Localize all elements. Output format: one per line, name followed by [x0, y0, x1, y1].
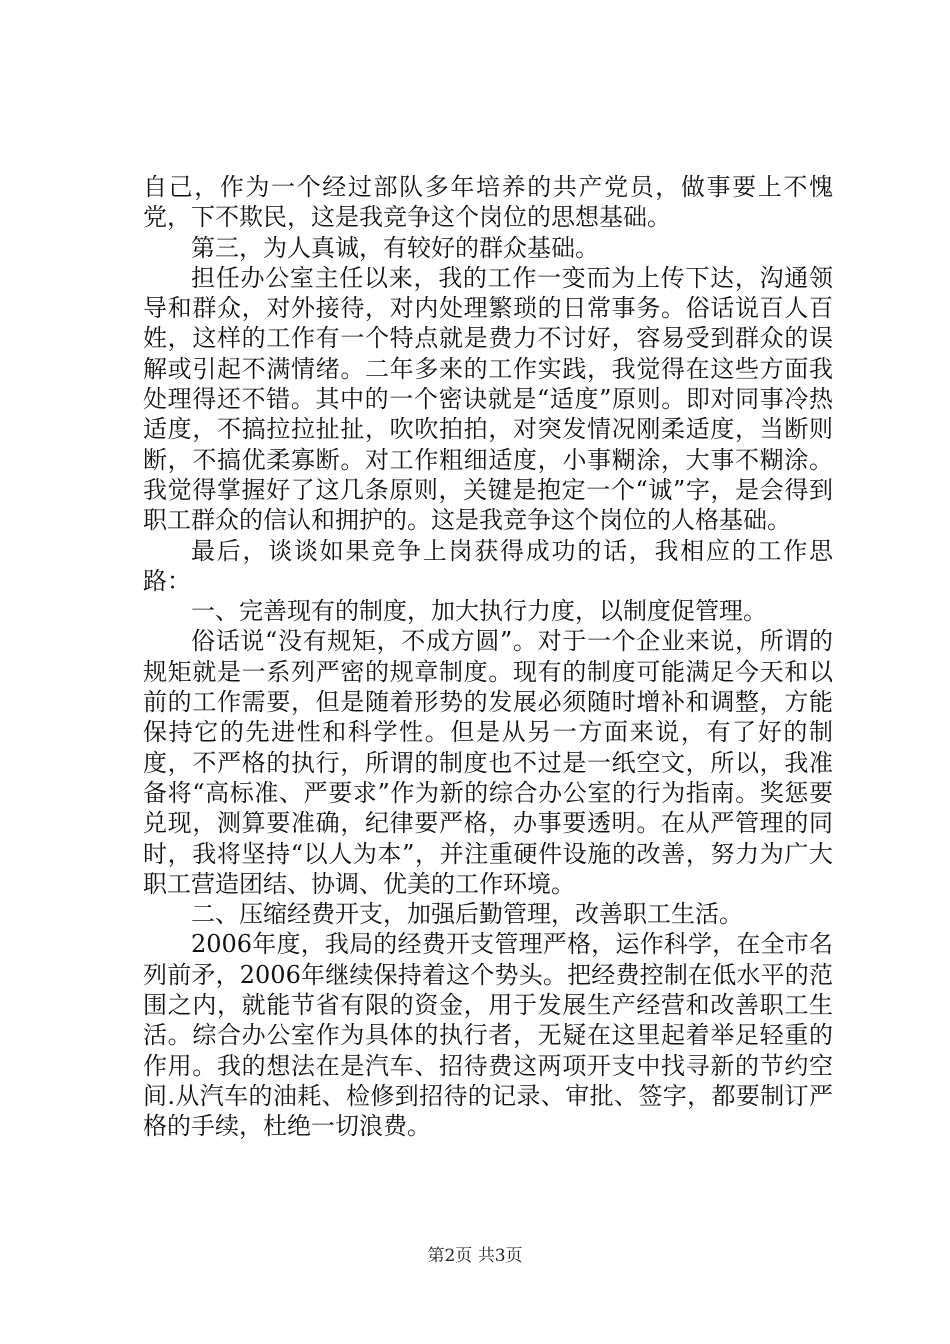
paragraph-6: 俗话说“没有规矩，不成方圆”。对于一个企业来说，所谓的规矩就是一系列严密的规章制度。现有的制度可能满足今天和以前的工作需要，但是随着形势的发展必须随时增补和调整，方能保持它的先进性和科学性。但是从另一方面来说，有了好的制度，不严格的执行，所谓的制度也不过是一纸空文，所以，我准备将“高标准、严要求”作为新的综合办公室的行为指南。奖惩要兑现，测算要准确，纪律要严格，办事要透明。在从严管理的同时，我将坚持“以人为本”，并注重硬件设施的改善，努力为广大职工营造团结、协调、优美的工作环境。 — [143, 627, 833, 898]
document-body — [143, 172, 833, 1142]
page-footer: 第2页 共3页 — [427, 1246, 523, 1266]
paragraph-2: 第三，为人真诚，有较好的群众基础。 — [191, 233, 599, 262]
paragraph-4: 最后，谈谈如果竞争上岗获得成功的话，我相应的工作思路： — [143, 536, 833, 595]
paragraph-1: 自己，作为一个经过部队多年培养的共产党员，做事要上不愧党，下不欺民，这是我竞争这个岗位的思想基础。 — [143, 173, 833, 232]
paragraph-3: 担任办公室主任以来，我的工作一变而为上传下达，沟通领导和群众，对外接待，对内处理繁琐的日常事务。俗话说百人百姓，这样的工作有一个特点就是费力不讨好，容易受到群众的误解或引起不满情绪。二年多来的工作实践，我觉得在这些方面我处理得还不错。其中的一个密诀就是“适度”原则。即对同事冷热适度，不搞拉拉扯扯，吹吹拍拍，对突发情况刚柔适度，当断则断，不搞优柔寡断。对工作粗细适度，小事糊涂，大事不糊涂。我觉得掌握好了这几条原则，关键是抱定一个“诚”字，是会得到职工群众的信认和拥护的。这是我竞争这个岗位的人格基础。 — [143, 263, 833, 535]
paragraph-7: 二、压缩经费开支，加强后勤管理，改善职工生活。 — [191, 900, 743, 929]
paragraph-8: 2006年度，我局的经费开支管理严格，运作科学，在全市名列前矛，2006年继续保持着这个势头。把经费控制在低水平的范围之内，就能节省有限的资金，用于发展生产经营和改善职工生活。综合办公室作为具体的执行者，无疑在这里起着举足轻重的作用。我的想法在是汽车、招待费这两项开支中找寻新的节约空间.从汽车的油耗、检修到招待的记录、审批、签字，都要制订严格的手续，杜绝一切浪费。 — [143, 930, 833, 1141]
paragraph-5: 一、完善现有的制度，加大执行力度，以制度促管理。 — [191, 597, 767, 626]
